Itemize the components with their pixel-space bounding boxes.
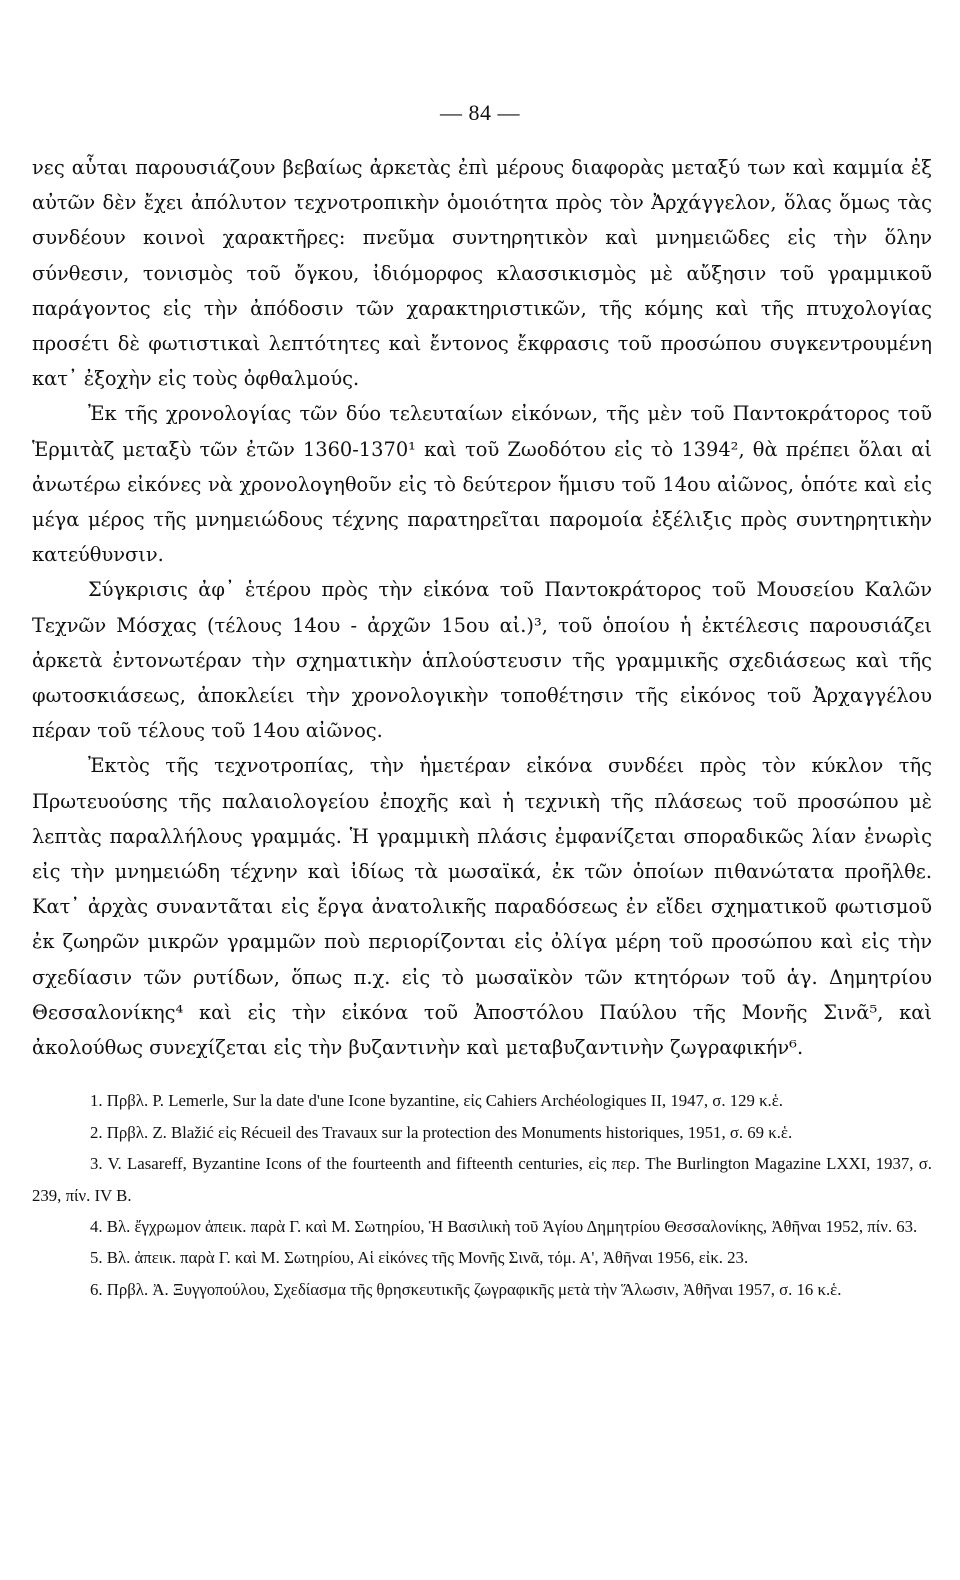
body-text xyxy=(32,150,932,1065)
footnote-5: 5. Βλ. ἀπεικ. παρὰ Γ. καὶ Μ. Σωτηρίου, Αἱ εἰκόνες τῆς Μονῆς Σινᾶ, τόμ. Α', Ἀθῆναι 1956, εἰκ. 23. xyxy=(90,1248,749,1268)
footnote-3: 3. V. Lasareff, Byzantine Icons of the fourteenth and fifteenth centuries, εἰς περ. The Burlington Magazine LXXI, 1937, σ. 239, πίν. IV B. xyxy=(32,1154,932,1205)
paragraph-4: Ἐκτὸς τῆς τεχνοτροπίας, τὴν ἡμετέραν εἰκόνα συνδέει πρὸς τὸν κύκλον τῆς Πρωτευούσης τῆς παλαιολογείου ἐποχῆς καὶ ἡ τεχνικὴ τῆς πλάσεως τοῦ προσώπου μὲ λεπτὰς παραλλήλους γραμμάς. Ἡ γραμμικὴ πλάσις ἐμφανίζεται σποραδικῶς λίαν ἐνωρὶς εἰς τὴν μνημειώδη τέχνην καὶ ἰδίως τὰ μωσαϊκά, ἐκ τῶν ὁποίων πιθανώτατα προῆλθε. Κατ᾽ ἀρχὰς συναντᾶται εἰς ἔργα ἀνατολικῆς παραδόσεως ἐν εἴδει σχηματικοῦ φωτισμοῦ ἐκ ζωηρῶν μικρῶν γραμμῶν ποὺ περιορίζονται εἰς ὀλίγα μέρη τοῦ προσώπου καὶ εἰς τὴν σχεδίασιν τῶν ρυτίδων, ὅπως π.χ. εἰς τὸ μωσαϊκὸν τῶν κτητόρων τοῦ ἁγ. Δημητρίου Θεσσαλονίκης⁴ καὶ εἰς τὴν εἰκόνα τοῦ Ἀποστόλου Παύλου τῆς Μονῆς Σινᾶ⁵, καὶ ἀκολούθως συνεχίζεται εἰς τὴν βυζαντινὴν καὶ μεταβυζαντινὴν ζωγραφικήν⁶. xyxy=(32,754,932,1060)
footnote-2: 2. Πρβλ. Z. Blažić εἰς Récueil des Travaux sur la protection des Monuments historiques, 1951, σ. 69 κ.ἑ. xyxy=(90,1122,793,1142)
page-number: — 84 — xyxy=(440,100,520,125)
footnote-6: 6. Πρβλ. Ἀ. Ξυγγοπούλου, Σχεδίασμα τῆς θρησκευτικῆς ζωγραφικῆς μετὰ τὴν Ἅλωσιν, Ἀθῆναι 1957, σ. 16 κ.ἑ. xyxy=(90,1279,842,1299)
footnote-4: 4. Βλ. ἔγχρωμον ἀπεικ. παρὰ Γ. καὶ Μ. Σωτηρίου, Ἡ Βασιλικὴ τοῦ Ἁγίου Δημητρίου Θεσσαλονίκης, Ἀθῆναι 1952, πίν. 63. xyxy=(90,1216,918,1236)
paragraph-2: Ἐκ τῆς χρονολογίας τῶν δύο τελευταίων εἰκόνων, τῆς μὲν τοῦ Παντοκράτορος τοῦ Ἑρμιτὰζ μεταξὺ τῶν ἐτῶν 1360-1370¹ καὶ τοῦ Ζωοδότου εἰς τὸ 1394², θὰ πρέπει ὅλαι αἱ ἀνωτέρω εἰκόνες νὰ χρονολογηθοῦν εἰς τὸ δεύτερον ἥμισυ τοῦ 14ου αἰῶνος, ὁπότε καὶ εἰς μέγα μέρος τῆς μνημειώδους τέχνης παρατηρεῖται παρομοία ἐξέλιξις πρὸς συντηρητικὴν κατεύθυνσιν. xyxy=(32,402,932,567)
footnote-1: 1. Πρβλ. P. Lemerle, Sur la date d'une Icone byzantine, εἰς Cahiers Archéologiques II, 1947, σ. 129 κ.ἑ. xyxy=(90,1091,783,1111)
paragraph-1: νες αὗται παρουσιάζουν βεβαίως ἀρκετὰς ἐπὶ μέρους διαφορὰς μεταξύ των καὶ καμμία ἐξ αὐτῶν δὲν ἔχει ἀπόλυτον τεχνοτροπικὴν ὁμοιότητα πρὸς τὸν Ἀρχάγγελον, ὅλας ὅμως τὰς συνδέουν κοινοὶ χαρακτῆρες: πνεῦμα συντηρητικὸν καὶ μνημειῶδες εἰς τὴν ὅλην σύνθεσιν, τονισμὸς τοῦ ὄγκου, ἰδιόμορφος κλασσικισμὸς μὲ αὔξησιν τοῦ γραμμικοῦ παράγοντος εἰς τὴν ἀπόδοσιν τῶν χαρακτηριστικῶν, τῆς κόμης καὶ τῆς πτυχολογίας προσέτι δὲ φωτιστικαὶ λεπτότητες καὶ ἔντονος ἔκφρασις τοῦ προσώπου συγκεντρουμένη κατ᾽ ἐξοχὴν εἰς τοὺς ὀφθαλμούς. xyxy=(32,156,932,391)
footnotes xyxy=(32,1085,932,1305)
paragraph-3: Σύγκρισις ἀφ᾽ ἑτέρου πρὸς τὴν εἰκόνα τοῦ Παντοκράτορος τοῦ Μουσείου Καλῶν Τεχνῶν Μόσχας (τέλους 14ου - ἀρχῶν 15ου αἰ.)³, τοῦ ὁποίου ἡ ἐκτέλεσις παρουσιάζει ἀρκετὰ ἐντονωτέραν τὴν σχηματικὴν ἁπλούστευσιν τῆς γραμμικῆς σχεδιάσεως καὶ τῆς φωτοσκιάσεως, ἀποκλείει τὴν χρονολογικὴν τοποθέτησιν τῆς εἰκόνος τοῦ Ἀρχαγγέλου πέραν τοῦ τέλους τοῦ 14ου αἰῶνος. xyxy=(32,578,932,743)
